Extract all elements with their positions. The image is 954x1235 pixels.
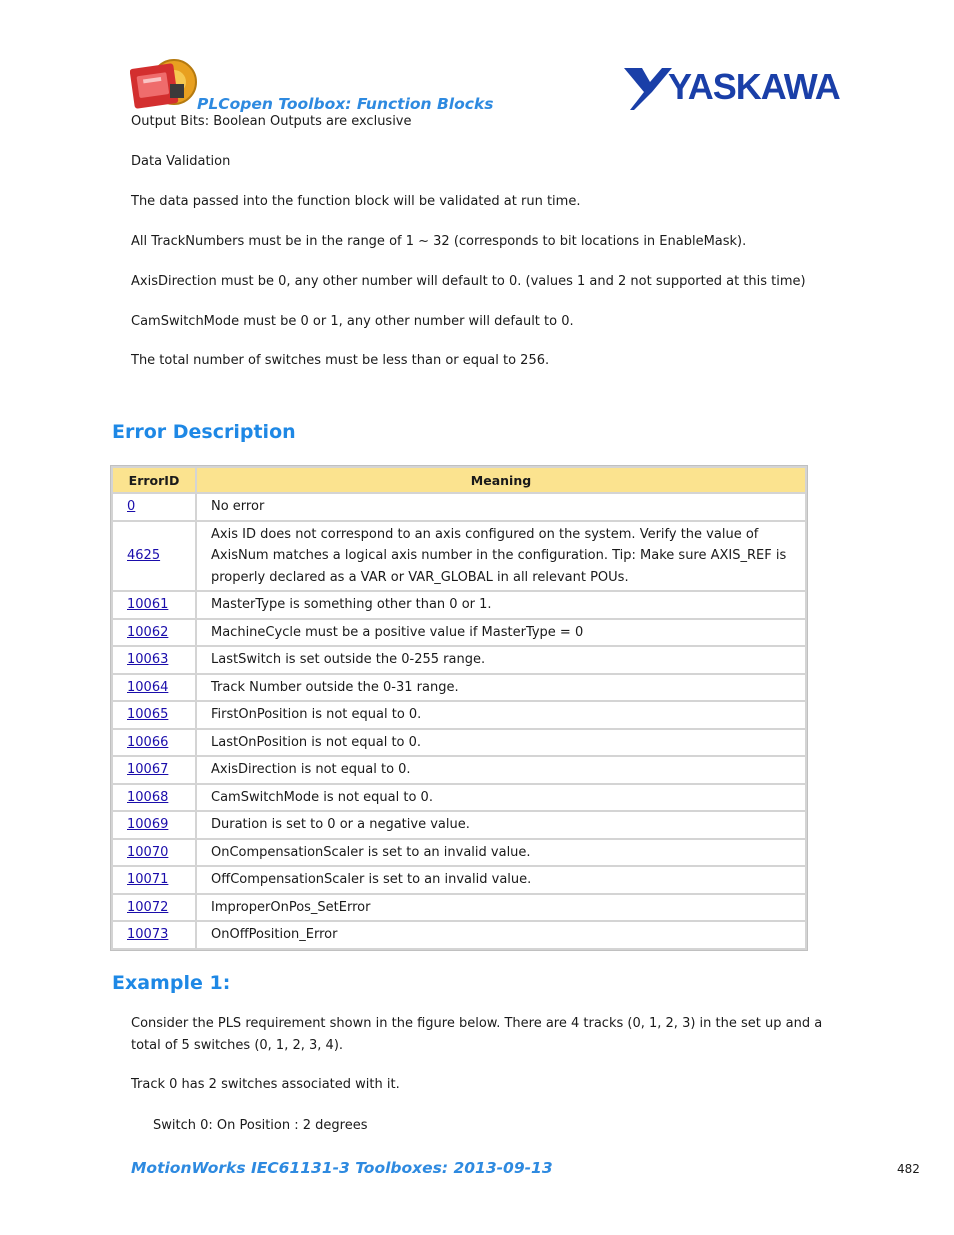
table-row — [113, 730, 805, 756]
error-description-heading: Error Description — [112, 421, 296, 443]
column-header-errorid: ErrorID — [113, 468, 195, 492]
error-id-link[interactable]: 10061 — [127, 597, 169, 612]
error-id-link[interactable]: 0 — [127, 499, 136, 514]
yaskawa-logo — [622, 66, 844, 112]
table-row — [113, 494, 805, 520]
table-row — [113, 867, 805, 893]
total-switches-text: The total number of switches must be less than or equal to 256. — [131, 353, 550, 368]
header-title: PLCopen Toolbox: Function Blocks — [197, 95, 494, 113]
page-number: 482 — [897, 1162, 920, 1176]
error-id-link[interactable]: 10072 — [127, 899, 169, 915]
error-meaning-cell: Axis ID does not correspond to an axis configured on the system. Verify the value of AxisNum matches a logical axis number in the configuration. Tip: Make sure AXIS_REF is properly declared as a VAR or VAR_GLOBAL in all relevant POUs. — [197, 522, 805, 591]
error-meaning-cell: CamSwitchMode is not equal to 0. — [197, 785, 805, 811]
error-meaning-cell: AxisDirection is not equal to 0. — [197, 757, 805, 783]
error-meaning-cell: FirstOnPosition is not equal to 0. — [197, 702, 805, 728]
error-meaning-cell: LastOnPosition is not equal to 0. — [197, 730, 805, 756]
error-id-cell — [113, 702, 195, 728]
error-id-cell — [113, 675, 195, 701]
error-id-cell — [113, 757, 195, 783]
example-intro-text: Consider the PLS requirement shown in the figure below. There are 4 tracks (0, 1, 2, 3) in the set up and a total of 5 switches (0, 1, 2, 3, 4). — [131, 1016, 823, 1053]
error-id-cell — [113, 592, 195, 618]
table-row — [113, 620, 805, 646]
error-id-cell — [113, 867, 195, 893]
error-meaning-cell: Track Number outside the 0-31 range. — [197, 675, 805, 701]
error-meaning-cell: No error — [197, 494, 805, 520]
error-id-link[interactable]: 10069 — [127, 817, 169, 832]
error-meaning-cell: OnOffPosition_Error — [197, 922, 805, 948]
table-row — [113, 785, 805, 811]
column-header-meaning: Meaning — [197, 468, 805, 492]
example-1-heading: Example 1: — [112, 972, 231, 994]
error-id-cell — [113, 840, 195, 866]
error-id-link[interactable]: 10073 — [127, 927, 169, 942]
validation-runtime-text: The data passed into the function block will be validated at run time. — [131, 194, 581, 209]
error-id-link[interactable]: 10070 — [127, 844, 169, 860]
error-id-link[interactable]: 10063 — [127, 652, 169, 667]
error-id-link[interactable]: 10066 — [127, 734, 169, 750]
error-id-link[interactable]: 10068 — [127, 789, 169, 805]
error-id-cell — [113, 620, 195, 646]
footer-title: MotionWorks IEC61131-3 Toolboxes: 2013-09-13 — [131, 1159, 553, 1177]
table-row — [113, 702, 805, 728]
output-bits-text: Output Bits: Boolean Outputs are exclusive — [131, 114, 412, 129]
table-row — [113, 812, 805, 838]
error-meaning-cell: MasterType is something other than 0 or 1. — [197, 592, 805, 618]
error-id-link[interactable]: 10067 — [127, 762, 169, 777]
error-meaning-cell: MachineCycle must be a positive value if MasterType = 0 — [197, 620, 805, 646]
error-id-cell — [113, 647, 195, 673]
table-row — [113, 922, 805, 948]
track-0-text: Track 0 has 2 switches associated with it. — [131, 1077, 400, 1092]
error-meaning-cell: OnCompensationScaler is set to an invalid value. — [197, 840, 805, 866]
table-row — [113, 895, 805, 921]
table-row — [113, 840, 805, 866]
error-table — [110, 465, 808, 951]
tracknumbers-range-text: All TrackNumbers must be in the range of 1 ~ 32 (corresponds to bit locations in EnableMask). — [131, 234, 747, 249]
error-meaning-cell: LastSwitch is set outside the 0-255 range. — [197, 647, 805, 673]
table-row — [113, 757, 805, 783]
error-meaning-cell: OffCompensationScaler is set to an invalid value. — [197, 867, 805, 893]
error-id-cell — [113, 730, 195, 756]
error-id-link[interactable]: 10062 — [127, 624, 169, 640]
data-validation-label: Data Validation — [131, 154, 231, 169]
svg-text:YASKAWA: YASKAWA — [668, 66, 840, 107]
error-id-cell — [113, 812, 195, 838]
error-id-link[interactable]: 4625 — [127, 548, 161, 563]
table-row — [113, 522, 805, 591]
table-row — [113, 675, 805, 701]
axisdirection-text: AxisDirection must be 0, any other number will default to 0. (values 1 and 2 not supported at this time) — [131, 274, 806, 289]
error-id-cell — [113, 895, 195, 921]
error-id-cell — [113, 922, 195, 948]
error-meaning-cell: Duration is set to 0 or a negative value. — [197, 812, 805, 838]
error-id-link[interactable]: 10064 — [127, 679, 169, 695]
table-row — [113, 592, 805, 618]
error-id-cell — [113, 522, 195, 591]
table-row — [113, 647, 805, 673]
error-id-cell — [113, 494, 195, 520]
switch-0-text: Switch 0: On Position : 2 degrees — [153, 1118, 368, 1133]
error-id-link[interactable]: 10071 — [127, 872, 169, 887]
camswitchmode-text: CamSwitchMode must be 0 or 1, any other number will default to 0. — [131, 314, 574, 329]
error-id-cell — [113, 785, 195, 811]
plcopen-toolbox-logo-icon — [130, 56, 200, 112]
error-meaning-cell: ImproperOnPos_SetError — [197, 895, 805, 921]
error-table-header-row — [113, 468, 805, 492]
error-id-link[interactable]: 10065 — [127, 707, 169, 722]
